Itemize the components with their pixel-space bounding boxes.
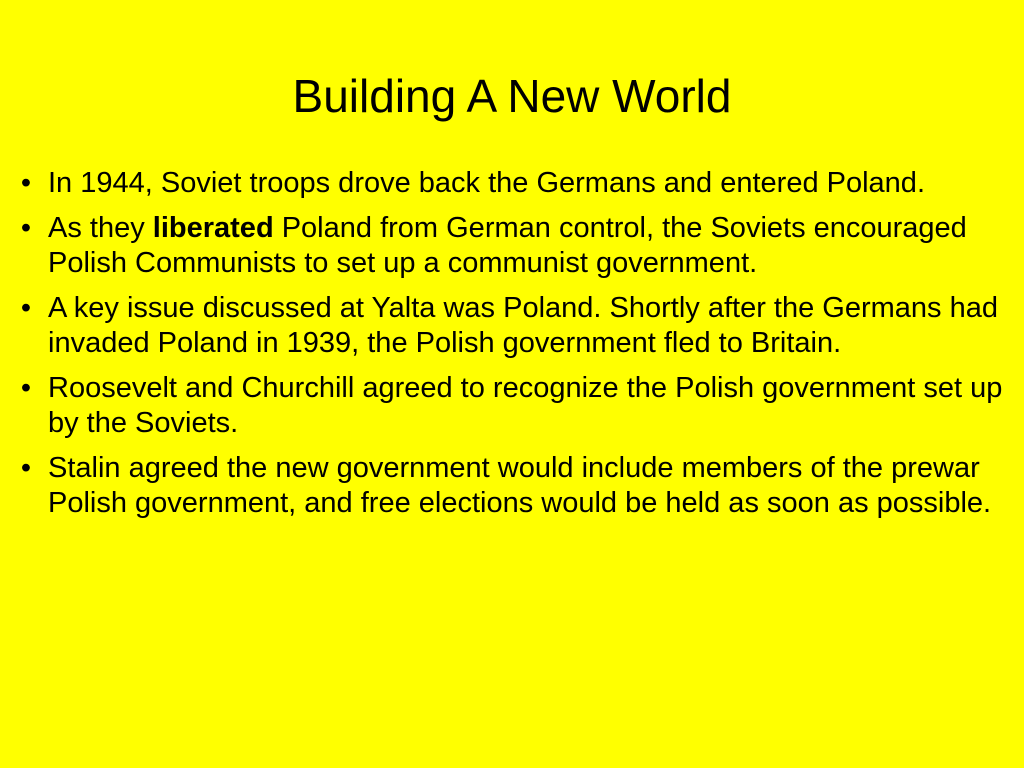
bullet-text-end: Poland from German control, the Soviets encouraged Polish Communists to set up a communist government. (48, 212, 967, 279)
bullet-text-start: As they (48, 212, 153, 244)
slide-title: Building A New World (292, 70, 732, 122)
bullet-item-soviet-troops (12, 166, 1012, 201)
bullet-text: In 1944, Soviet troops drove back the Germans and entered Poland. (48, 167, 925, 199)
bullet-icon: • (20, 372, 32, 404)
bullet-list (12, 166, 1012, 531)
bullet-item-liberated (12, 211, 1012, 281)
bullet-icon: • (20, 292, 32, 324)
bullet-item-roosevelt-churchill (12, 371, 1012, 441)
bullet-icon: • (20, 452, 32, 484)
bullet-bold-term: liberated (152, 212, 274, 244)
bullet-item-yalta (12, 291, 1012, 361)
bullet-icon: • (20, 167, 32, 199)
bullet-text: Stalin agreed the new government would include members of the prewar Polish government, and free elections would be held as soon as possible. (48, 452, 992, 519)
bullet-icon: • (20, 212, 32, 244)
bullet-item-stalin (12, 451, 1012, 521)
bullet-text: A key issue discussed at Yalta was Poland. Shortly after the Germans had invaded Poland in 1939, the Polish government fled to Britain. (48, 292, 998, 359)
bullet-text: Roosevelt and Churchill agreed to recognize the Polish government set up by the Soviets. (48, 372, 1003, 439)
